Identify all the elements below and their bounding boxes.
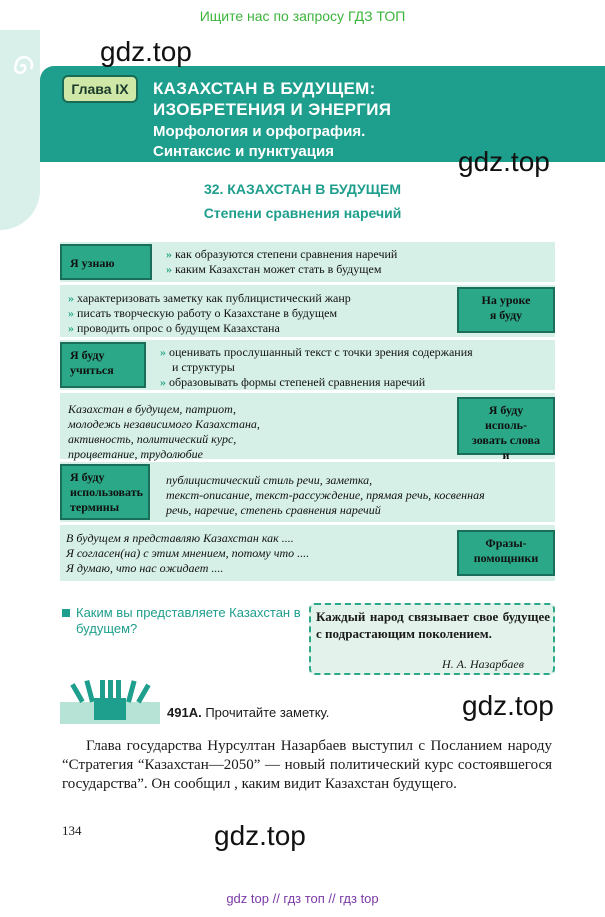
terms-line: публицистический стиль речи, заметка, [166, 473, 373, 487]
chapter-subtitle-line: Морфология и орфография. [153, 123, 366, 140]
chapter-title-line: КАЗАХСТАН В БУДУЩЕМ: [153, 79, 376, 98]
chapter-subtitle [153, 122, 365, 162]
task-instruction: Прочитайте заметку. [205, 705, 330, 720]
lesson-subtitle: Степени сравнения наречий [203, 205, 402, 221]
tag-line: использовать [70, 485, 143, 499]
tag-lesson [457, 287, 555, 333]
vocab-line: активность, политический курс, [68, 432, 237, 446]
spiral-icon [8, 52, 38, 82]
terms-line: текст-описание, текст-рассуждение, прямая речь, косвенная [166, 488, 485, 502]
vocab-line: Казахстан в будущем, патриот, [68, 402, 237, 416]
open-book-icon [60, 680, 160, 724]
tag-line: я буду [489, 308, 523, 322]
tag-learn: Я узнаю [60, 244, 152, 280]
tag-line: помощники [473, 551, 539, 565]
objective-item: » оценивать прослушанный текст с точки зрения содержания [160, 345, 473, 360]
discussion-question: Каким вы представляете Казахстан в будущем? [76, 605, 301, 636]
chapter-subtitle-line: Синтаксис и пунктуация [153, 143, 334, 160]
phrase-line: Я думаю, что нас ожидает .... [66, 561, 224, 575]
phrase-line: Я согласен(на) с этим мнением, потому что .... [66, 546, 310, 560]
quote-text: Каждый народ связывает свое будущее с подрастающим поколением. [316, 609, 550, 641]
tag-line: термины [70, 500, 120, 514]
page-number: 134 [62, 823, 82, 838]
objective-item: » писать творческую работу о Казахстане в будущем [68, 306, 337, 321]
tag-line: зовать слова и [471, 433, 541, 462]
task-number: 491А. [167, 705, 202, 720]
vocab-line: процветание, трудолюбие [68, 447, 203, 461]
tag-line: Я буду исполь- [484, 403, 528, 432]
tag-line: учиться [70, 363, 114, 377]
objective-item: » характеризовать заметку как публицистический жанр [68, 291, 351, 306]
objective-item: » каким Казахстан может стать в будущем [166, 262, 381, 277]
reading-paragraph: Глава государства Нурсултан Назарбаев выступил с Посланием народу “Стратегия “Казахстан—2050” — новый политический курс состоявшегося государства”. Он сообщил , каким видит Казахстан будущего. [62, 738, 552, 792]
vocab-line: молодежь независимого Казахстана, [68, 417, 260, 431]
top-search-banner[interactable]: Ищите нас по запросу ГДЗ ТОП [199, 8, 406, 24]
quote-author: Н. А. Назарбаев [442, 657, 524, 671]
objective-item: » образовывать формы степеней сравнения наречий [160, 375, 425, 390]
chapter-title [153, 78, 391, 120]
tag-line: Я буду [70, 470, 105, 484]
tag-line: На уроке [481, 293, 531, 307]
chapter-badge: Глава IX [62, 75, 138, 103]
watermark: gdz.top [100, 36, 192, 67]
objective-item-cont: и структуры [172, 360, 235, 374]
watermark: gdz.top [458, 146, 550, 177]
tag-terms [60, 464, 150, 520]
tag-line: Я буду [70, 348, 105, 362]
phrase-line: В будущем я представляю Казахстан как .... [66, 531, 294, 545]
objective-item: » как образуются степени сравнения наречий [166, 247, 397, 262]
watermark: gdz.top [214, 820, 306, 851]
tag-vocab [457, 397, 555, 462]
tag-phrases [457, 530, 555, 576]
footer-links[interactable]: gdz top // гдз топ // гдз top [226, 891, 379, 906]
watermark: gdz.top [462, 690, 554, 721]
objective-item: » проводить опрос о будущем Казахстана [68, 321, 280, 336]
question-bullet-icon [62, 609, 70, 617]
lesson-title: 32. КАЗАХСТАН В БУДУЩЕМ [203, 181, 402, 197]
terms-line: речь, наречие, степень сравнения наречий [166, 503, 381, 517]
tag-study [60, 342, 146, 388]
task-heading [167, 705, 329, 720]
tag-line: Фразы- [485, 536, 527, 550]
chapter-title-line: ИЗОБРЕТЕНИЯ И ЭНЕРГИЯ [153, 100, 392, 119]
